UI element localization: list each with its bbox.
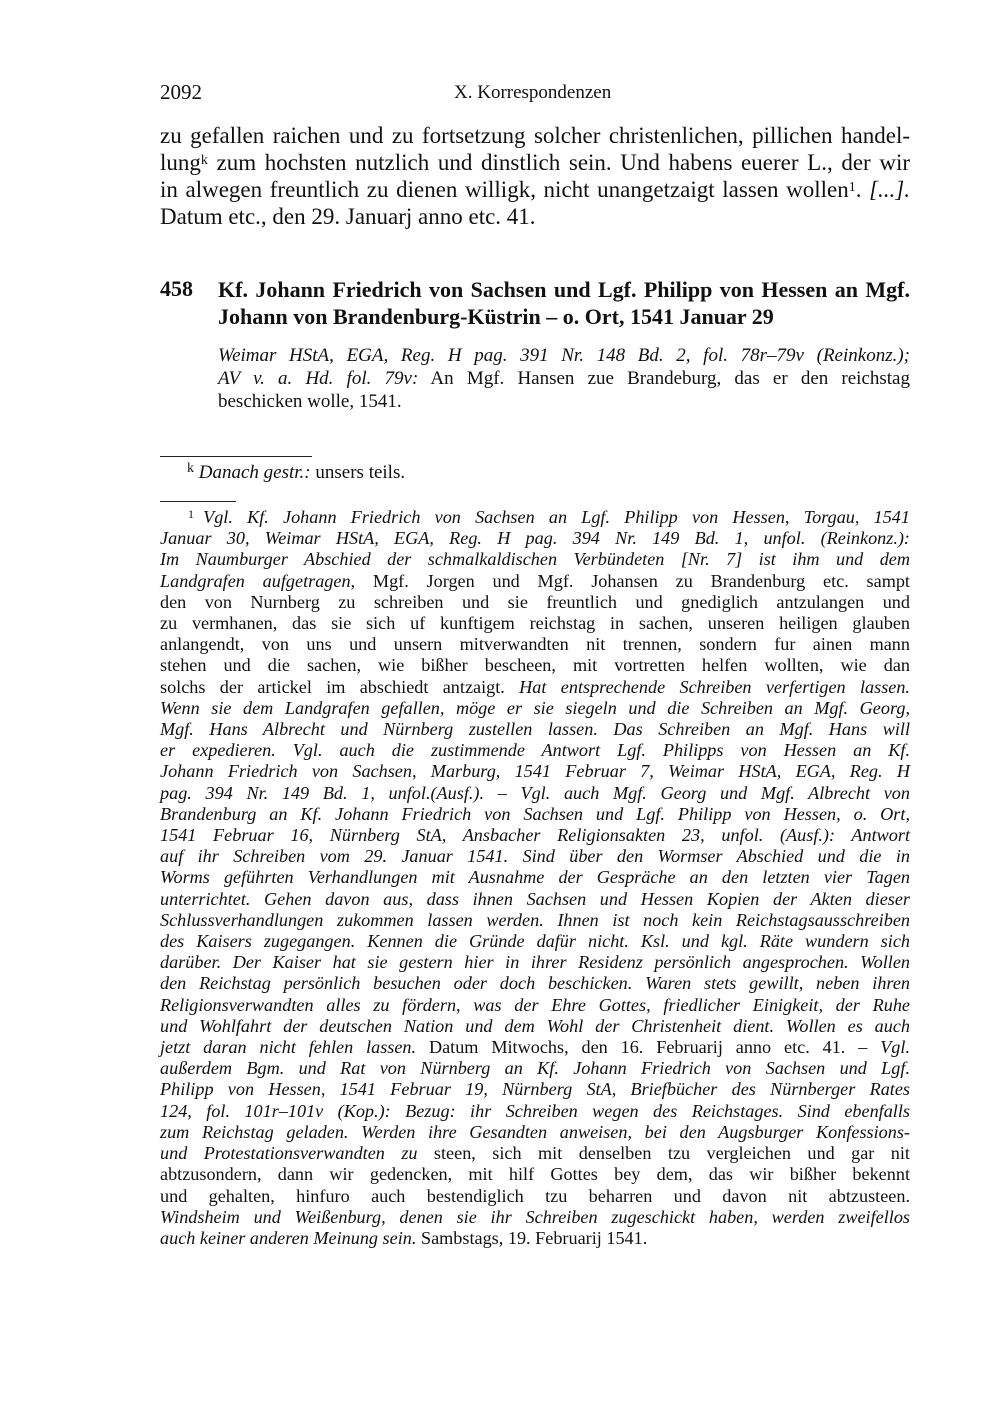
text-run: Windsheim und Weißenburg, denen sie ihr Schreiben zugeschickt haben, werden zweifellos <box>160 1206 910 1227</box>
footnote-line <box>160 1122 910 1143</box>
document-title <box>218 276 910 330</box>
footnote-line <box>160 1016 910 1037</box>
text-run: anlangendt, von uns und unsern mitverwandten nit trennen, sondern fur ainen mann <box>160 634 910 655</box>
text-run: zum hochsten nutzlich und dinstlich sein. Und habens euerer L., der wir <box>207 150 910 175</box>
source-line: beschicken wolle, 1541. <box>218 391 402 412</box>
footnote-line <box>160 634 910 655</box>
footnote-line <box>160 1037 910 1058</box>
text-run: pag. 394 Nr. 149 Bd. 1, unfol.(Ausf.). – Vgl. auch Mgf. Georg und Mgf. Albrecht von <box>160 782 910 803</box>
footnote-divider <box>160 501 236 502</box>
footnote-line <box>160 677 910 698</box>
text-run: den von Nurnberg zu schreiben und sie freuntlich und gnediglich antzulangen und <box>160 591 910 612</box>
text-run: steen, sich mit denselben tzu vergleichen und gar nit <box>417 1143 910 1164</box>
running-title: X. Korrespondenzen <box>454 82 612 103</box>
text-line: zu gefallen raichen und zu fortsetzung solcher christenlichen, pillichen handel- <box>160 123 910 148</box>
text-run: und Wohlfahrt der deutschen Nation und dem Wohl der Christenheit dient. Wollen es auch <box>160 1015 910 1036</box>
footnote-line <box>160 804 910 825</box>
text-run: darüber. Der Kaiser hat sie gestern hier in ihrer Residenz persönlich angesprochen. Wollen <box>160 952 910 973</box>
footnote-line <box>160 1164 910 1185</box>
text-run: Datum Mitwochs, den 16. Februarij anno etc. 41. – <box>416 1037 881 1058</box>
text-line <box>160 176 910 203</box>
footnote-line <box>160 1101 910 1122</box>
footnote-line <box>160 740 910 761</box>
text-run: solchs der artickel im abschiedt antzaigt. <box>160 676 520 697</box>
footnote-line <box>160 507 910 528</box>
footnote-line <box>160 995 910 1016</box>
text-run: unterrichtet. Gehen davon aus, dass ihnen Sachsen und Hessen Kopien der Akten dieser <box>160 888 910 909</box>
text-run: Brandenburg an Kf. Johann Friedrich von Sachsen und Lgf. Philipp von Hessen, o. Ort, <box>160 803 910 824</box>
text-run: Schlussverhandlungen zukommen lassen werden. Ihnen ist noch kein Reichstagsausschreiben <box>160 909 910 930</box>
text-run: 1541 Februar 16, Nürnberg StA, Ansbacher Religionsakten 23, unfol. (Ausf.): Antwort <box>160 825 910 846</box>
footnote-line <box>160 571 910 592</box>
text-run: des Kaisers zugegangen. Kennen die Gründe dafür nicht. Ksl. und kgl. Räte wundern sich <box>160 931 910 952</box>
footnote-line <box>160 1186 910 1207</box>
footnote-line <box>160 761 910 782</box>
text-run: unsers teils. <box>310 462 406 483</box>
text-run: Worms geführten Verhandlungen mit Ausnahme der Gespräche an den letzten vier Tagen <box>160 867 910 888</box>
title-line: Johann von Brandenburg-Küstrin – o. Ort, 1541 Januar 29 <box>218 304 774 329</box>
text-run: Januar 30, Weimar HStA, EGA, Reg. H pag. 394 Nr. 149 Bd. 1, unfol. (Reinkonz.): <box>160 528 910 549</box>
text-run: stehen und die sachen, wie bißher bescheen, mit vortretten helfen wollten, wie dan <box>160 655 910 676</box>
text-run: Hat entsprechende Schreiben verfertigen lassen. <box>519 676 910 697</box>
text-run: zum Reichstag geladen. Werden ihre Gesandten anweisen, bei den Augsburger Konfessions- <box>160 1121 910 1142</box>
footnote-line <box>160 592 910 613</box>
text-run: abtzusondern, dann wir gedencken, mit hilf Gottes bey dem, das wir bißher bekennt <box>160 1164 910 1185</box>
text-run: und Protestationsverwandten zu <box>160 1143 418 1164</box>
footnote-line <box>160 1207 910 1228</box>
text-run: Vgl. Kf. Johann Friedrich von Sachsen an Lgf. Philipp von Hessen, Torgau, 1541 <box>203 507 910 527</box>
document-number: 458 <box>160 276 193 301</box>
text-run: in alwegen freuntlich zu dienen willigk, nicht unangetzaigt lassen wollen <box>160 177 849 202</box>
footnote-line <box>160 698 910 719</box>
text-run: er expedieren. Vgl. auch die zustimmende Antwort Lgf. Philipps von Hessen an Kf. <box>160 740 910 761</box>
footnote-mark: k <box>187 461 194 476</box>
title-line: Kf. Johann Friedrich von Sachsen und Lgf. Philipp von Hessen an Mgf. <box>218 277 910 302</box>
text-run: An Mgf. Hansen zue Brandeburg, das er den reichstag <box>418 368 910 389</box>
footnote-line <box>160 719 910 740</box>
text-run: Vgl. <box>880 1037 910 1058</box>
text-run: auf ihr Schreiben vom 29. Januar 1541. Sind über den Wormser Abschied und die in <box>160 846 910 867</box>
text-run: Johann Friedrich von Sachsen, Marburg, 1541 Februar 7, Weimar HStA, EGA, Reg. H <box>160 761 910 782</box>
text-run: und gehalten, hinfuro auch bestendiglich tzu beharren und davon nit abtzusteen. <box>160 1185 910 1206</box>
source-line: Weimar HStA, EGA, Reg. H pag. 391 Nr. 148 Bd. 2, fol. 78r–79v (Reinkonz.); <box>218 345 910 366</box>
text-run: Danach gestr.: <box>198 462 311 483</box>
footnote-ref-k[interactable]: k <box>200 153 208 168</box>
text-run: Religionsverwandten alles zu fördern, was der Ehre Gottes, friedlicher Einigkeit, der Ruhe <box>160 994 910 1015</box>
text-run: den Reichstag persönlich besuchen oder doch beschicken. Waren stets gewillt, neben ihren <box>160 973 910 994</box>
footnote-k <box>187 462 405 484</box>
text-run: Im Naumburger Abschied der schmalkaldischen Verbündeten [Nr. 7] ist ihm und dem <box>160 549 910 570</box>
text-run: AV v. a. Hd. fol. 79v: <box>218 368 419 389</box>
footnote-line <box>160 549 910 570</box>
footnote-line <box>160 655 910 676</box>
footnote-line <box>160 613 910 634</box>
text-run: 124, fol. 101r–101v (Kop.): Bezug: ihr Schreiben wegen des Reichstages. Sind ebenfalls <box>160 1100 910 1121</box>
footnote-line <box>160 825 910 846</box>
text-line: Datum etc., den 29. Januarj anno etc. 41. <box>160 204 536 229</box>
footnote-line <box>160 783 910 804</box>
text-run: Sambstags, 19. Februarij 1541. <box>416 1227 648 1248</box>
source-line <box>218 367 910 390</box>
footnote-line <box>160 1228 910 1249</box>
footnote-line <box>160 1079 910 1100</box>
text-run: Philipp von Hessen, 1541 Februar 19, Nürnberg StA, Briefbücher des Nürnberger Rates <box>160 1079 910 1100</box>
footnote-line <box>160 889 910 910</box>
continuation-text <box>160 122 910 230</box>
footnote-line <box>160 931 910 952</box>
page-number: 2092 <box>160 80 202 104</box>
footnote-line <box>160 528 910 549</box>
text-run: . <box>855 177 870 202</box>
footnote-line <box>160 1143 910 1164</box>
footnote-ref-1[interactable]: 1 <box>848 180 856 195</box>
text-run: Mgf. Hans Albrecht und Nürnberg zustellen lassen. Das Schreiben an Mgf. Hans will <box>160 719 910 740</box>
text-run: jetzt daran nicht fehlen lassen. <box>160 1037 417 1058</box>
text-line <box>160 149 910 176</box>
text-run: Wenn sie dem Landgrafen gefallen, möge er sie siegeln und die Schreiben an Mgf. Georg, <box>160 697 910 718</box>
text-run: Landgrafen aufgetragen, <box>160 570 356 591</box>
text-run: lung <box>160 150 201 175</box>
footnote-line <box>160 1058 910 1079</box>
text-run: außerdem Bgm. und Rat von Nürnberg an Kf. Johann Friedrich von Sachsen und Lgf. <box>160 1058 910 1079</box>
footnote-1 <box>160 507 910 1249</box>
footnote-line <box>160 846 910 867</box>
text-run: auch keiner anderen Meinung sein. <box>160 1227 417 1248</box>
footnote-line <box>160 910 910 931</box>
footnote-line <box>160 973 910 994</box>
footnote-divider <box>160 456 312 457</box>
source-note <box>218 344 910 413</box>
footnote-line <box>160 867 910 888</box>
footnote-line <box>160 952 910 973</box>
text-run: Mgf. Jorgen und Mgf. Johansen zu Brandenburg etc. sampt <box>355 570 910 591</box>
text-run: zu vermhanen, das sie sich uf kunftigem reichstag in sachen, unseren heiligen glauben <box>160 613 910 634</box>
footnote-mark: 1 <box>188 507 194 521</box>
omission-mark: [...]. <box>869 177 910 202</box>
